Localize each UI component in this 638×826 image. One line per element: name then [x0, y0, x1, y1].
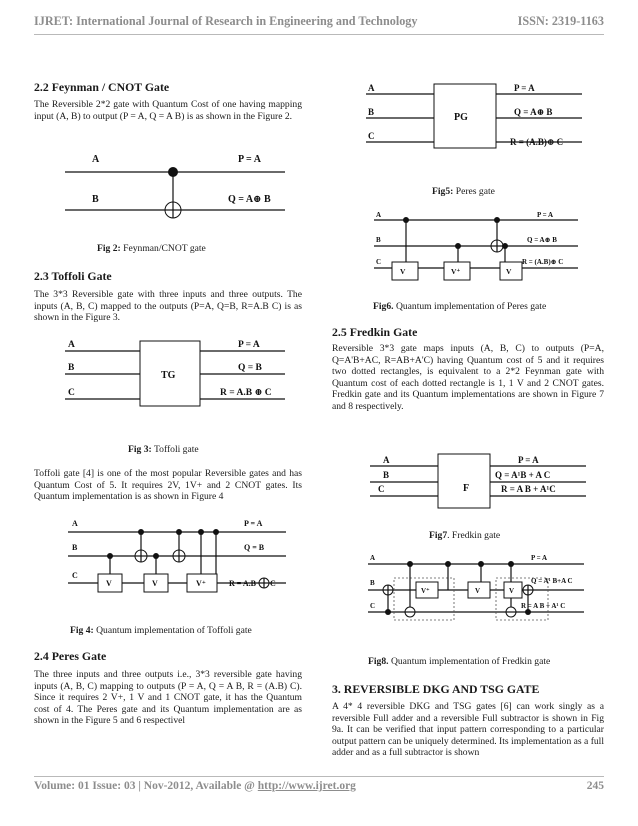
label-a: A: [383, 455, 390, 465]
gate-label: F: [463, 483, 470, 494]
label-p: P = A: [531, 554, 548, 562]
label-p: P = A: [514, 83, 535, 93]
fig2-caption: [97, 243, 206, 254]
journal-link[interactable]: http://www.ijret.org: [257, 780, 356, 792]
fig4-caption-label: Fig 4:: [70, 625, 94, 636]
section-2-3-text: The 3*3 Reversible gate with three inputs and three outputs. The inputs (A, B, C) mapped to the outputs (P=A, Q=B, R=A.B C) is as shown in the Figure 3.: [34, 289, 302, 324]
label-q: Q = A⊕ B: [514, 107, 553, 117]
section-2-5-title: 2.5 Fredkin Gate: [332, 325, 418, 339]
label-r: R = A.B: [229, 579, 257, 588]
label-r: R = (A.B)⊕ C: [522, 258, 564, 266]
label-r: R = A B + A¹ C: [521, 602, 566, 610]
v3-label: V: [509, 587, 515, 595]
label-b: B: [92, 194, 99, 205]
fig3-caption-text: Toffoli gate: [153, 444, 199, 455]
label-r: R = (A.B)⊕ C: [510, 137, 564, 147]
control-dot: [168, 167, 178, 177]
label-q: Q = A¹B + A C: [495, 470, 551, 480]
fig2-feynman-diagram: [60, 150, 290, 220]
label-a: A: [92, 154, 100, 165]
label-b: B: [68, 363, 75, 373]
footer-volume-text: Volume: 01 Issue: 03 | Nov-2012, Available @: [34, 780, 255, 792]
v3-label: V⁺: [196, 579, 206, 588]
fig5-caption-label: Fig5:: [432, 186, 454, 197]
fig7-caption: [429, 530, 500, 541]
fig5-caption: [432, 186, 495, 197]
fig7-caption-label: Fig7: [429, 530, 448, 541]
label-a: A: [370, 554, 376, 562]
fig5-peres-block: [364, 82, 586, 152]
label-c: C: [378, 484, 385, 494]
label-c: C: [68, 388, 75, 398]
fig8-caption: [368, 656, 550, 667]
fig6-peres-quantum: [372, 208, 582, 288]
v1-label: V: [400, 267, 406, 276]
label-p: P = A: [518, 455, 539, 465]
label-r: R = A.B ⊕ C: [220, 388, 272, 398]
section-2-2-title: 2.2 Feynman / CNOT Gate: [34, 80, 170, 94]
section-2-3-title: 2.3 Toffoli Gate: [34, 269, 112, 283]
v2-label: V⁺: [451, 267, 461, 276]
label-b: B: [370, 579, 375, 587]
fig5-caption-text: Peres gate: [455, 186, 495, 197]
v2-label: V: [475, 587, 481, 595]
label-q: Q = A¹ B+A C: [531, 577, 573, 585]
v2-label: V: [152, 579, 158, 588]
fig4-caption: [70, 625, 252, 636]
label-q: Q = B: [244, 543, 265, 552]
section-3-title: 3. REVERSIBLE DKG AND TSG GATE: [332, 682, 540, 696]
label-p: P = A: [238, 340, 260, 350]
label-q: Q = A⊕ B: [527, 236, 557, 244]
label-a: A: [368, 83, 375, 93]
v1-label: V: [106, 579, 112, 588]
fig3-caption: [128, 444, 199, 455]
gate-label: PG: [454, 112, 468, 123]
label-a: A: [68, 340, 75, 350]
section-2-5-text: Reversible 3*3 gate maps inputs (A, B, C) to outputs (P=A, Q=A'B+AC, R=AB+A'C) having Quantum cost of 5 and it requires two dotted rectangles, is equivalent to a 2*2 Feynman gate with Quantum cost of each dotted rectangle is 1, 1 V and 2 CNOT gates. Fredkin gate and its Quantum implementations are shown in Figure 7 and 8 respectively.: [332, 343, 604, 412]
label-c: C: [376, 258, 382, 266]
label-a: A: [72, 519, 78, 528]
label-r: R = A B + A¹C: [501, 484, 556, 494]
fig4-toffoli-quantum: [64, 512, 290, 602]
label-p: P = A: [244, 519, 263, 528]
page-number: 245: [586, 780, 604, 792]
label-b: B: [383, 470, 390, 480]
label-b: B: [72, 543, 78, 552]
issn: ISSN: 2319-1163: [517, 14, 604, 28]
fig7-caption-text: . Fredkin gate: [447, 530, 501, 541]
toffoli-paragraph: Toffoli gate [4] is one of the most popular Reversible gates and has Quantum Cost of 5. It requires 2V, 1V+ and 2 CNOT gates. Its Quantum implementation is as shown in Figure 4: [34, 468, 302, 503]
label-b: B: [368, 107, 375, 117]
journal-title: IJRET: International Journal of Research in Engineering and Technology: [34, 14, 418, 28]
section-3-text: A 4* 4 reversible DKG and TSG gates [6] can work singly as a reversible Full adder and a reversible Full subtractor is shown in Fig 9a. It can be verified that input pattern corresponding to a particular output pattern can be uniquely determined. Its implementation as a full adder and as a full subtractor is shown: [332, 701, 605, 759]
fig2-caption-text: Feynman/CNOT gate: [123, 243, 206, 254]
label-q: Q = B: [238, 363, 262, 373]
v3-label: V: [506, 267, 512, 276]
label-q: Q = A⊕ B: [228, 194, 271, 205]
section-2-2-text: The Reversible 2*2 gate with Quantum Cost of one having mapping input (A, B) to output (P = A, Q = A B) is as shown in the Figure 2.: [34, 99, 302, 122]
label-p: P = A: [537, 211, 554, 219]
fig8-caption-text: Quantum implementation of Fredkin gate: [390, 656, 551, 667]
fig2-caption-label: Fig 2:: [97, 243, 121, 254]
v1-label: V⁺: [421, 587, 430, 595]
fig8-fredkin-quantum: [366, 550, 588, 630]
label-p: P = A: [238, 154, 261, 165]
fig6-caption-label: Fig6.: [373, 301, 394, 312]
section-2-4-title: 2.4 Peres Gate: [34, 649, 107, 663]
gate-label: TG: [161, 370, 176, 381]
fig3-caption-label: Fig 3:: [128, 444, 152, 455]
f-gate-box: [438, 454, 490, 508]
label-c: C: [368, 131, 375, 141]
label-b: B: [376, 236, 381, 244]
section-2-4-text: The three inputs and three outputs i.e., 3*3 reversible gate having inputs (A, B, C) mapping to outputs (P = A, Q = A B, R = (A.B) C). Since it requires 2 V+, 1 V and 1 CNOT gate, it has the Quantum cost of 4. The Peres gate and its Quantum implementation are as shown in the Figure 5 and 6 respectivel: [34, 669, 302, 727]
fig3-toffoli-block: [60, 337, 290, 412]
label-r-c: C: [270, 579, 276, 588]
fig8-caption-label: Fig8.: [368, 656, 389, 667]
page-footer: [34, 776, 604, 799]
fig6-caption: [373, 301, 546, 312]
label-a: A: [376, 211, 382, 219]
fig6-caption-text: Quantum implementation of Peres gate: [395, 301, 547, 312]
page-header: [34, 12, 604, 35]
fig7-fredkin-block: [368, 454, 590, 514]
footer-volume: [34, 780, 356, 792]
label-c: C: [370, 602, 376, 610]
label-c: C: [72, 571, 78, 580]
fig4-caption-text: Quantum implementation of Toffoli gate: [96, 625, 252, 636]
